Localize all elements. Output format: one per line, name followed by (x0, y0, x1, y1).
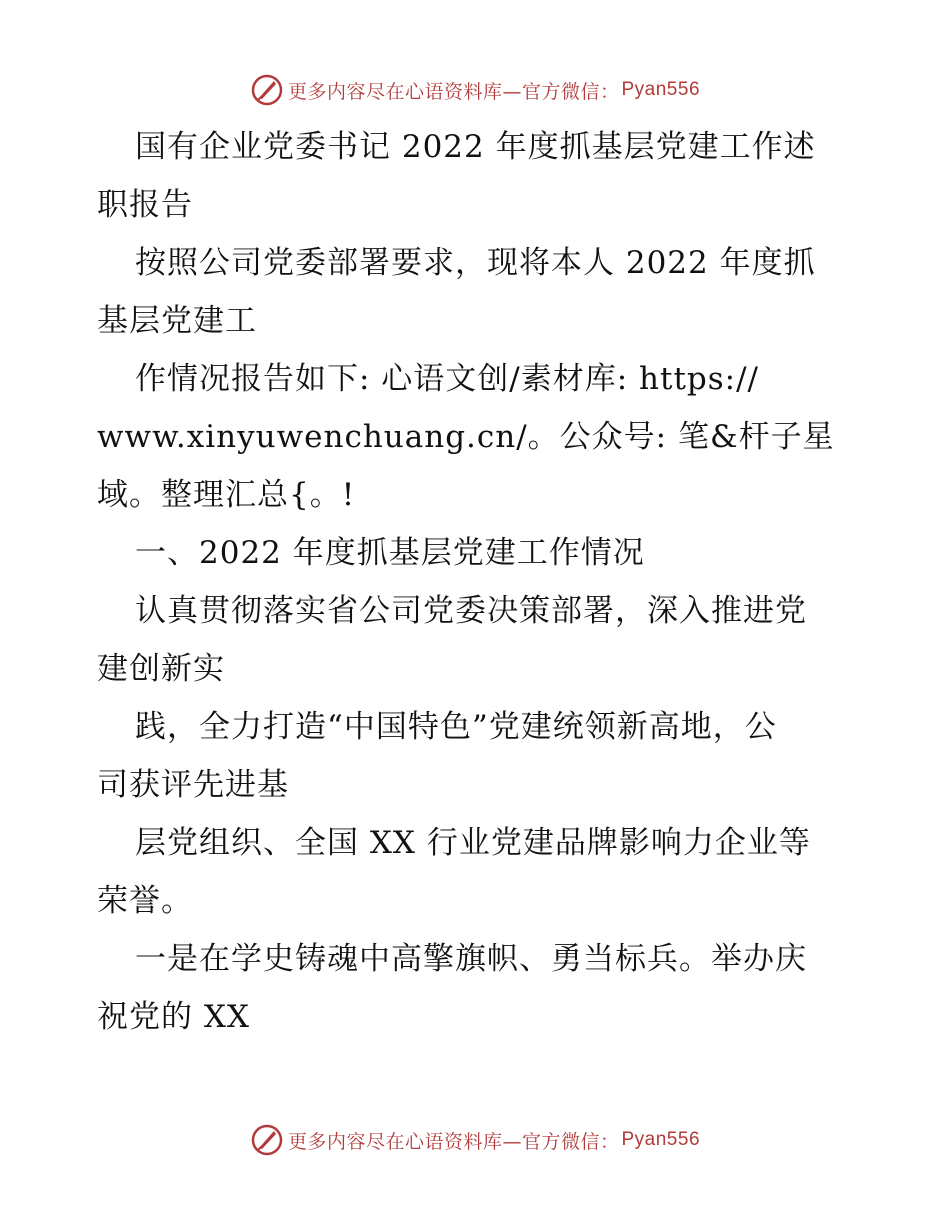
paragraph-line: 一是在学史铸魂中高擎旗帜、勇当标兵。举办庆 (135, 941, 807, 977)
title-line-2: 职报告 (97, 187, 193, 223)
paragraph-line: 荣誉。 (97, 883, 193, 919)
quill-logo-icon (250, 1123, 284, 1157)
paragraph-line: 按照公司党委部署要求，现将本人 2022 年度抓 (135, 245, 816, 281)
title-line-1: 国有企业党委书记 2022 年度抓基层党建工作述 (135, 129, 816, 165)
paragraph-line: www.xinyuwenchuang.cn/。公众号: 笔&杆子星 (97, 419, 835, 455)
header-banner-wechat-id: Pyan556 (621, 79, 701, 100)
paragraph-line: 祝党的 XX (97, 999, 250, 1035)
section-heading: 一、2022 年度抓基层党建工作情况 (135, 535, 645, 571)
paragraph-line: 认真贯彻落实省公司党委决策部署，深入推进党 (135, 593, 807, 629)
paragraph-line: 司获评先进基 (97, 767, 289, 803)
footer-watermark-banner (0, 1120, 950, 1160)
paragraph-line: 层党组织、全国 XX 行业党建品牌影响力企业等 (135, 825, 811, 861)
footer-banner-site-text: 更多内容尽在心语资料库—官方微信： (287, 1130, 620, 1153)
header-watermark-banner (0, 70, 950, 110)
quill-logo-icon (250, 73, 284, 107)
paragraph-line: 作情况报告如下: 心语文创/素材库: https:// (135, 361, 760, 397)
footer-banner-wechat-id: Pyan556 (621, 1129, 701, 1150)
header-banner-site-text: 更多内容尽在心语资料库—官方微信： (287, 80, 620, 103)
paragraph-line: 基层党建工 (97, 303, 257, 339)
document-body (97, 118, 857, 1046)
paragraph-line: 建创新实 (97, 651, 225, 687)
paragraph-line: 域。整理汇总{。! (97, 477, 356, 513)
paragraph-line: 践，全力打造“中国特色”党建统领新高地，公 (135, 709, 777, 745)
